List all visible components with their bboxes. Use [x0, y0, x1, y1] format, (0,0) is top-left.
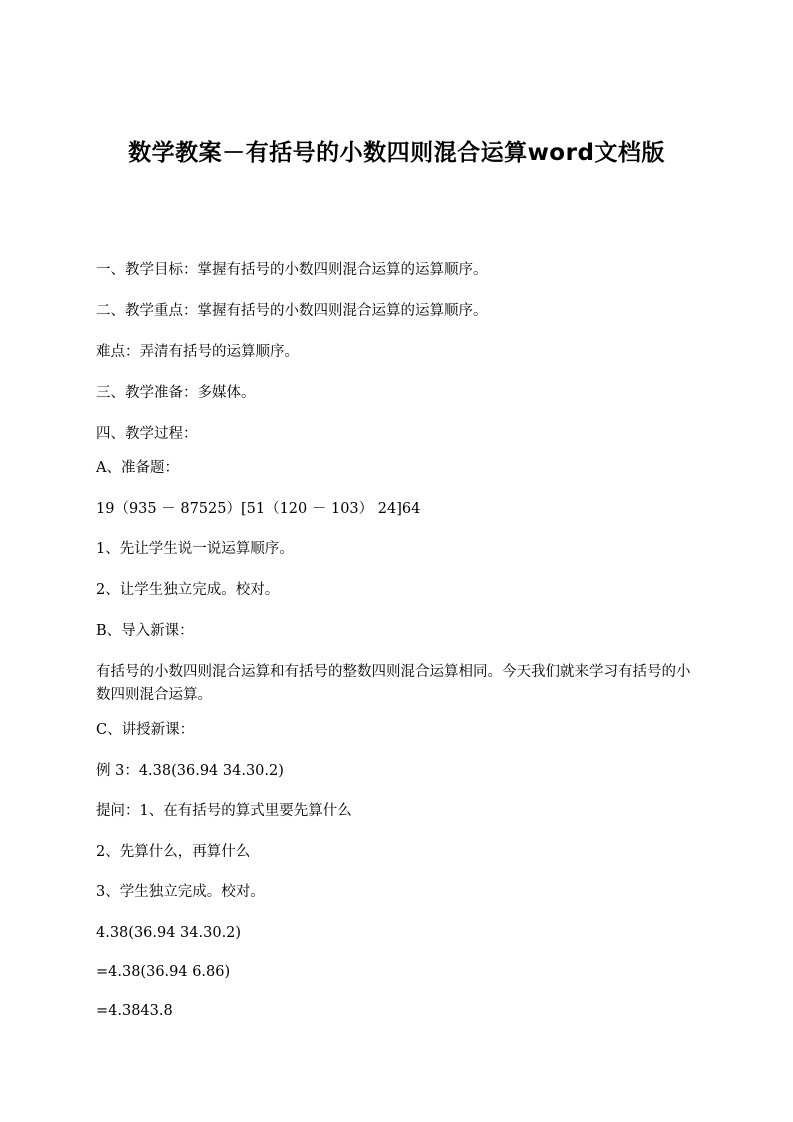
process-heading: 四、教学过程： — [96, 426, 198, 442]
step-3-line: 3、学生独立完成。校对。 — [96, 884, 265, 900]
calc-line-2: =4.38(36.94 6.86) — [96, 964, 231, 980]
step-2-line: 2、让学生独立完成。校对。 — [96, 582, 280, 598]
key-point-line: 二、教学重点：掌握有括号的小数四则混合运算的运算顺序。 — [96, 303, 488, 319]
objective-line: 一、教学目标：掌握有括号的小数四则混合运算的运算顺序。 — [96, 262, 488, 278]
section-a-heading: A、准备题： — [96, 460, 179, 476]
warmup-expression: 19（935 － 87525）[51（120 － 103） 24]64 — [96, 501, 421, 517]
question-2-line: 2、先算什么，再算什么 — [96, 844, 251, 860]
calc-line-1: 4.38(36.94 34.30.2) — [96, 925, 242, 941]
section-b-heading: B、导入新课： — [96, 623, 194, 639]
calc-line-3: =4.3843.8 — [96, 1003, 173, 1019]
step-1-line: 1、先让学生说一说运算顺序。 — [96, 541, 294, 557]
intro-paragraph: 有括号的小数四则混合运算和有括号的整数四则混合运算相同。今天我们就来学习有括号的小数四则混合运算。 — [96, 664, 691, 703]
example-3-line: 例 3：4.38(36.94 34.30.2) — [96, 763, 284, 779]
document-title: 数学教案－有括号的小数四则混合运算word文档版 — [128, 140, 665, 166]
preparation-line: 三、教学准备：多媒体。 — [96, 385, 256, 401]
difficulty-line: 难点：弄清有括号的运算顺序。 — [96, 344, 299, 360]
question-1-line: 提问：1、在有括号的算式里要先算什么 — [96, 803, 352, 819]
section-c-heading: C、讲授新课： — [96, 722, 195, 738]
